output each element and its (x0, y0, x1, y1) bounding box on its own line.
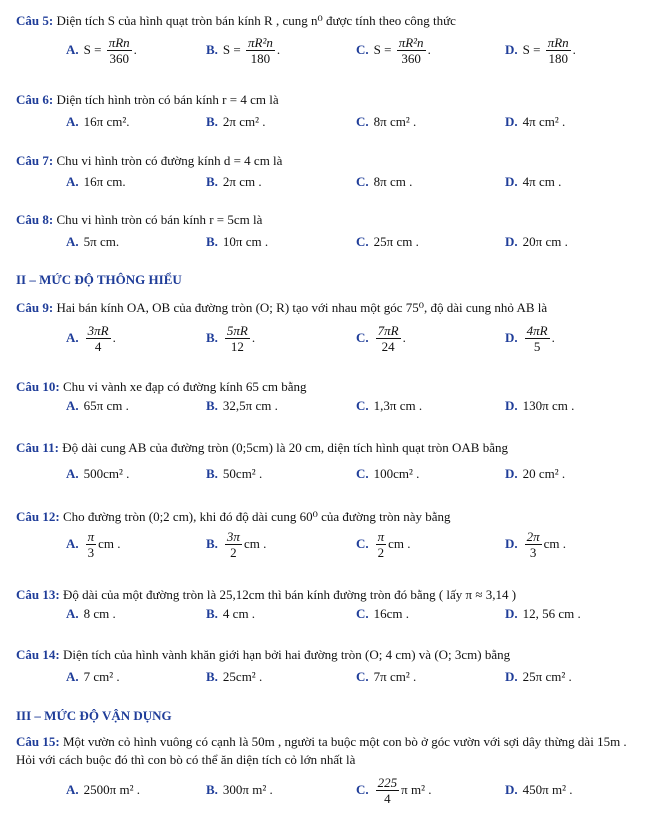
option-suffix: . (276, 42, 281, 57)
section-heading-van-dung: III – MỨC ĐỘ VẬN DỤNG (16, 708, 172, 723)
option-prefix: S = (222, 42, 244, 57)
option-letter: C. (356, 466, 369, 481)
option-text: 16cm . (373, 606, 410, 621)
option-suffix: cm . (98, 536, 121, 551)
option-text: 4 cm . (222, 606, 256, 621)
fraction-denominator: 180 (250, 50, 271, 66)
question-label: Câu 14: (16, 647, 63, 662)
option-letter: C. (356, 536, 369, 551)
question-body: Chu vi hình tròn có đường kính d = 4 cm là (56, 153, 283, 168)
option-suffix: . (112, 330, 116, 345)
question-body: Hai bán kính OA, OB của đường tròn (O; R) tạo với nhau một góc 75⁰, độ dài cung nhỏ AB là (56, 300, 548, 315)
option-c (356, 454, 419, 494)
option-text: 65π cm . (83, 398, 129, 413)
options-row (0, 30, 651, 70)
option-letter: A. (66, 669, 79, 684)
option-c (356, 30, 431, 70)
option-letter: D. (505, 174, 518, 189)
option-text: 16π cm². (83, 114, 130, 129)
option-letter: C. (356, 669, 369, 684)
fraction-numerator: πRn (547, 34, 569, 50)
option-prefix: S = (83, 42, 105, 57)
option-letter: A. (66, 330, 79, 345)
fraction-denominator: 4 (94, 338, 102, 354)
question-label: Câu 6: (16, 92, 57, 107)
option-d (505, 454, 565, 494)
option-a (66, 162, 126, 202)
option-letter: D. (505, 42, 518, 57)
fraction (397, 35, 426, 66)
option-d (505, 657, 572, 697)
option-text: 4π cm . (522, 174, 562, 189)
option-text: 10π cm . (222, 234, 269, 249)
fraction (107, 35, 132, 66)
option-letter: D. (505, 536, 518, 551)
options-row (0, 524, 651, 564)
question-label: Câu 15: (16, 734, 63, 749)
question-label: Câu 5: (16, 13, 57, 28)
fraction-numerator: 3π (226, 528, 240, 544)
question-label: Câu 7: (16, 153, 57, 168)
option-a (66, 657, 120, 697)
option-prefix: S = (522, 42, 544, 57)
option-d (505, 30, 576, 70)
option-letter: B. (206, 466, 218, 481)
option-b (206, 524, 266, 564)
option-d (505, 770, 572, 810)
fraction-denominator: 180 (548, 50, 568, 66)
option-d (505, 222, 568, 262)
option-letter: C. (356, 174, 369, 189)
fraction-numerator: πR²n (398, 34, 424, 50)
option-text: 8 cm . (83, 606, 116, 621)
option-text: 1,3π cm . (373, 398, 423, 413)
option-b (206, 102, 266, 142)
option-c (356, 770, 431, 810)
option-d (505, 386, 574, 426)
option-text: 7π cm² . (373, 669, 417, 684)
option-a (66, 222, 119, 262)
options-row (0, 594, 651, 634)
option-letter: C. (356, 782, 369, 797)
question-body: Diện tích của hình vành khăn giới hạn bởi hai đường tròn (O; 4 cm) và (O; 3cm) bằng (62, 647, 511, 662)
option-letter: D. (505, 606, 518, 621)
option-letter: C. (356, 606, 369, 621)
question-label: Câu 11: (16, 440, 63, 455)
fraction-numerator: 225 (377, 774, 398, 790)
option-text: 450π m² . (522, 782, 573, 797)
option-letter: A. (66, 782, 79, 797)
fraction-denominator: 4 (384, 790, 391, 806)
option-b (206, 318, 255, 358)
option-letter: C. (356, 114, 369, 129)
fraction-numerator: 2π (526, 528, 540, 544)
option-suffix: π m² . (401, 782, 432, 797)
option-text: 25π cm . (373, 234, 419, 249)
option-text: 500cm² . (83, 466, 130, 481)
option-text: 130π cm . (522, 398, 575, 413)
question-body: Cho đường tròn (0;2 cm), khi đó độ dài cung 60⁰ của đường tròn này bằng (62, 509, 451, 524)
option-d (505, 594, 581, 634)
option-letter: A. (66, 466, 79, 481)
fraction-denominator: 3 (87, 544, 95, 560)
fraction-denominator: 24 (381, 338, 395, 354)
question-body: Diện tích S của hình quạt tròn bán kính R , cung n⁰ được tính theo công thức (56, 13, 456, 28)
option-d (505, 162, 561, 202)
options-row (0, 318, 651, 358)
fraction (246, 35, 275, 66)
fraction-numerator: 7πR (377, 322, 399, 338)
option-text: 2500π m² . (83, 782, 140, 797)
option-letter: B. (206, 42, 218, 57)
option-a (66, 30, 137, 70)
option-c (356, 102, 416, 142)
fraction-numerator: π (87, 528, 95, 544)
fraction-denominator: 2 (377, 544, 385, 560)
fraction-numerator: πR²n (247, 34, 273, 50)
option-letter: D. (505, 114, 518, 129)
fraction-denominator: 360 (401, 50, 421, 66)
option-suffix: cm . (388, 536, 411, 551)
fraction-numerator: 3πR (87, 322, 109, 338)
option-suffix: . (572, 42, 576, 57)
option-suffix: . (251, 330, 256, 345)
fraction (225, 529, 242, 560)
option-c (356, 162, 412, 202)
option-a (66, 318, 116, 358)
option-b (206, 386, 278, 426)
option-c (356, 386, 422, 426)
fraction (86, 323, 111, 354)
option-text: 5π cm. (83, 234, 120, 249)
fraction-denominator: 360 (109, 50, 129, 66)
option-text: 7 cm² . (83, 669, 120, 684)
fraction-numerator: 5πR (226, 322, 248, 338)
option-letter: B. (206, 782, 218, 797)
option-text: 4π cm² . (522, 114, 566, 129)
option-c (356, 594, 409, 634)
option-d (505, 318, 555, 358)
fraction-numerator: πRn (108, 34, 130, 50)
fraction (376, 775, 400, 806)
option-d (505, 102, 565, 142)
option-letter: C. (356, 234, 369, 249)
options-row (0, 102, 651, 142)
option-a (66, 594, 116, 634)
option-a (66, 454, 129, 494)
question-body: Diện tích hình tròn có bán kính r = 4 cm là (56, 92, 279, 107)
question-body: Chu vi hình tròn có bán kính r = 5cm là (56, 212, 263, 227)
question-text (16, 733, 643, 769)
options-row (0, 386, 651, 426)
option-letter: A. (66, 536, 79, 551)
question-label: Câu 10: (16, 379, 63, 394)
option-letter: B. (206, 606, 218, 621)
option-b (206, 162, 262, 202)
fraction (525, 529, 542, 560)
option-letter: B. (206, 536, 218, 551)
option-letter: B. (206, 669, 218, 684)
option-text: 300π m² . (222, 782, 273, 797)
option-letter: D. (505, 330, 518, 345)
fraction (225, 323, 250, 354)
options-row (0, 222, 651, 262)
option-text: 20π cm . (522, 234, 568, 249)
option-text: 20 cm² . (522, 466, 566, 481)
option-letter: A. (66, 174, 79, 189)
option-text: 8π cm . (373, 174, 413, 189)
fraction-denominator: 5 (533, 338, 541, 354)
option-letter: A. (66, 234, 79, 249)
question-text (16, 12, 643, 30)
option-prefix: S = (373, 42, 395, 57)
option-b (206, 770, 273, 810)
question-body: Độ dài của một đường tròn là 25,12cm thì bán kính đường tròn đó bằng ( lấy π ≈ 3,14 ) (62, 587, 517, 602)
option-b (206, 594, 255, 634)
option-c (356, 318, 406, 358)
option-letter: B. (206, 398, 218, 413)
option-letter: D. (505, 466, 518, 481)
option-a (66, 524, 121, 564)
option-text: 12, 56 cm . (522, 606, 581, 621)
option-text: 32,5π cm . (222, 398, 278, 413)
option-b (206, 222, 268, 262)
fraction (86, 529, 97, 560)
option-letter: C. (356, 398, 369, 413)
option-b (206, 454, 262, 494)
section-heading-thong-hieu: II – MỨC ĐỘ THÔNG HIỂU (16, 272, 182, 287)
option-c (356, 657, 416, 697)
option-letter: B. (206, 330, 218, 345)
option-letter: B. (206, 174, 218, 189)
option-letter: A. (66, 398, 79, 413)
option-suffix: . (551, 330, 555, 345)
option-a (66, 102, 129, 142)
option-letter: C. (356, 330, 369, 345)
option-text: 50cm² . (222, 466, 263, 481)
fraction-denominator: 3 (529, 544, 537, 560)
option-letter: C. (356, 42, 369, 57)
question-body: Độ dài cung AB của đường tròn (0;5cm) là 20 cm, diện tích hình quạt tròn OAB bằng (62, 440, 508, 455)
question-body: Một vườn cỏ hình vuông có cạnh là 50m , người ta buộc một con bò ở góc vườn với sợi dây thừng dài 15m . Hỏi với cách buộc đó thì con bò có thể ăn diện tích cỏ lớn nhất là (16, 734, 627, 767)
option-text: 2π cm² . (222, 114, 266, 129)
option-c (356, 524, 411, 564)
option-text: 2π cm . (222, 174, 262, 189)
fraction-denominator: 12 (230, 338, 244, 354)
option-letter: D. (505, 398, 518, 413)
option-text: 8π cm² . (373, 114, 417, 129)
question-label: Câu 13: (16, 587, 63, 602)
option-text: 100cm² . (373, 466, 420, 481)
option-text: 25cm² . (222, 669, 263, 684)
fraction-denominator: 2 (230, 544, 237, 560)
question-label: Câu 12: (16, 509, 63, 524)
option-suffix: cm . (243, 536, 267, 551)
option-suffix: . (427, 42, 431, 57)
option-letter: A. (66, 42, 79, 57)
option-letter: D. (505, 669, 518, 684)
question-label: Câu 8: (16, 212, 57, 227)
option-letter: D. (505, 234, 518, 249)
option-letter: A. (66, 606, 79, 621)
option-letter: D. (505, 782, 518, 797)
option-letter: B. (206, 234, 218, 249)
option-b (206, 30, 280, 70)
fraction (376, 529, 387, 560)
option-c (356, 222, 419, 262)
question-label: Câu 9: (16, 300, 57, 315)
option-a (66, 770, 140, 810)
option-a (66, 386, 129, 426)
fraction-numerator: 4πR (526, 322, 548, 338)
option-suffix: cm . (543, 536, 567, 551)
option-d (505, 524, 566, 564)
option-text: 25π cm² . (522, 669, 572, 684)
option-letter: B. (206, 114, 218, 129)
options-row (0, 657, 651, 697)
option-letter: A. (66, 114, 79, 129)
option-b (206, 657, 262, 697)
options-row (0, 162, 651, 202)
option-suffix: . (133, 42, 137, 57)
fraction (546, 35, 571, 66)
option-suffix: . (402, 330, 406, 345)
options-row (0, 454, 651, 494)
fraction-numerator: π (377, 528, 385, 544)
question-body: Chu vi vành xe đạp có đường kính 65 cm bằng (62, 379, 307, 394)
options-row (0, 770, 651, 810)
question-text (16, 299, 643, 317)
fraction (525, 323, 550, 354)
fraction (376, 323, 401, 354)
option-text: 16π cm. (83, 174, 126, 189)
